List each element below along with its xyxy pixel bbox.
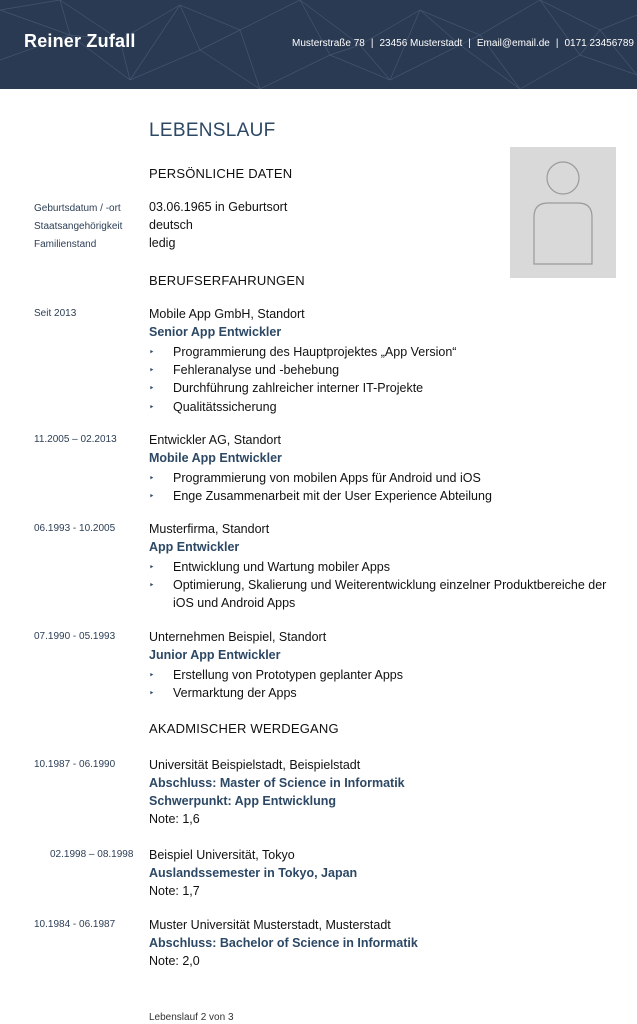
triangle-bullet-icon: ‣ <box>149 670 155 680</box>
entry-date: 06.1993 - 10.2005 <box>34 523 116 534</box>
entry-grade: Note: 1,6 <box>149 812 200 826</box>
list-item-text: Qualitätssicherung <box>173 399 277 414</box>
entry-institution: Universität Beispielstadt, Beispielstadt <box>149 758 361 772</box>
entry-role: Senior App Entwickler <box>149 325 282 339</box>
entry-bullets <box>149 343 619 416</box>
triangle-bullet-icon: ‣ <box>149 401 155 412</box>
triangle-bullet-icon: ‣ <box>149 347 155 357</box>
label-nationality: Staatsangehörigkeit <box>34 221 123 232</box>
list-item-text: Vermarktung der Apps <box>173 686 297 701</box>
entry-company: Entwickler AG, Standort <box>149 433 282 447</box>
entry-date: 02.1998 – 08.1998 <box>50 849 134 860</box>
entry-role: Junior App Entwickler <box>149 648 281 662</box>
list-item <box>149 379 619 397</box>
list-item <box>149 576 619 612</box>
triangle-bullet-icon: ‣ <box>149 473 155 483</box>
triangle-bullet-icon: ‣ <box>149 580 155 591</box>
list-item-text: Optimierung, Skalierung und Weiterentwicklung einzelner Produktbereiche der iOS und Android Apps <box>173 578 607 611</box>
entry-degree: Abschluss: Master of Science in Informatik <box>149 776 405 790</box>
entry-date: Seit 2013 <box>34 308 77 319</box>
list-item <box>149 558 619 576</box>
entry-degree: Abschluss: Bachelor of Science in Informatik <box>149 936 418 950</box>
contact-separator: | <box>370 38 374 49</box>
entry-institution: Muster Universität Musterstadt, Musterstadt <box>149 918 391 932</box>
section-heading-experience: BERUFSERFAHRUNGEN <box>149 273 305 288</box>
contact-city: 23456 Musterstadt <box>379 38 463 49</box>
contact-separator: | <box>468 38 471 49</box>
page-footer: Lebenslauf 2 von 3 <box>149 1012 234 1023</box>
entry-focus: Schwerpunkt: App Entwicklung <box>149 794 337 808</box>
entry-date: 10.1987 - 06.1990 <box>34 759 116 770</box>
entry-company: Musterfirma, Standort <box>149 522 270 536</box>
value-marital-status: ledig <box>149 236 176 250</box>
list-item <box>149 398 619 416</box>
contact-line <box>292 38 634 49</box>
list-item <box>149 666 619 684</box>
triangle-bullet-icon: ‣ <box>149 688 155 699</box>
list-item <box>149 361 619 379</box>
section-heading-personal: PERSÖNLICHE DATEN <box>149 166 293 181</box>
section-heading-education: AKADMISCHER WERDEGANG <box>149 721 339 736</box>
list-item <box>149 684 619 702</box>
person-placeholder-icon <box>510 147 616 278</box>
triangle-bullet-icon: ‣ <box>149 365 155 376</box>
applicant-name: Reiner Zufall <box>24 31 136 51</box>
entry-bullets <box>149 666 619 702</box>
list-item <box>149 487 619 505</box>
contact-phone: 0171 23456789 <box>564 38 634 49</box>
list-item <box>149 469 619 487</box>
list-item-text: Durchführung zahlreicher interner IT-Projekte <box>173 381 424 396</box>
list-item-text: Enge Zusammenarbeit mit der User Experience Abteilung <box>173 489 492 504</box>
contact-separator: | <box>555 38 559 49</box>
triangle-bullet-icon: ‣ <box>149 491 155 502</box>
list-item-text: Fehleranalyse und -behebung <box>173 363 340 378</box>
entry-date: 07.1990 - 05.1993 <box>34 631 116 642</box>
entry-company: Unternehmen Beispiel, Standort <box>149 630 327 644</box>
entry-institution: Beispiel Universität, Tokyo <box>149 848 295 862</box>
entry-company: Mobile App GmbH, Standort <box>149 307 305 321</box>
header-banner <box>0 0 637 89</box>
contact-street: Musterstraße 78 <box>292 38 365 49</box>
triangle-bullet-icon: ‣ <box>149 383 155 394</box>
entry-date: 10.1984 - 06.1987 <box>34 919 116 930</box>
label-marital-status: Familienstand <box>34 239 97 250</box>
entry-date: 11.2005 – 02.2013 <box>34 434 117 445</box>
entry-grade: Note: 2,0 <box>149 954 200 968</box>
document-title: LEBENSLAUF <box>149 120 276 141</box>
list-item-text: Programmierung von mobilen Apps für Android und iOS <box>173 471 481 485</box>
entry-role: Mobile App Entwickler <box>149 451 282 465</box>
value-birth: 03.06.1965 in Geburtsort <box>149 200 288 214</box>
triangle-bullet-icon: ‣ <box>149 562 155 572</box>
contact-email[interactable]: Email@email.de <box>476 38 550 49</box>
list-item-text: Erstellung von Prototypen geplanter Apps <box>173 668 404 682</box>
photo-placeholder <box>510 147 616 278</box>
label-birth: Geburtsdatum / -ort <box>34 203 121 214</box>
entry-degree: Auslandssemester in Tokyo, Japan <box>149 866 358 880</box>
entry-bullets <box>149 469 619 505</box>
entry-role: App Entwickler <box>149 540 240 554</box>
list-item-text: Programmierung des Hauptprojektes „App Version“ <box>173 345 457 359</box>
list-item <box>149 343 619 361</box>
entry-bullets <box>149 558 619 613</box>
value-nationality: deutsch <box>149 218 193 232</box>
entry-grade: Note: 1,7 <box>149 884 200 898</box>
list-item-text: Entwicklung und Wartung mobiler Apps <box>173 560 391 574</box>
